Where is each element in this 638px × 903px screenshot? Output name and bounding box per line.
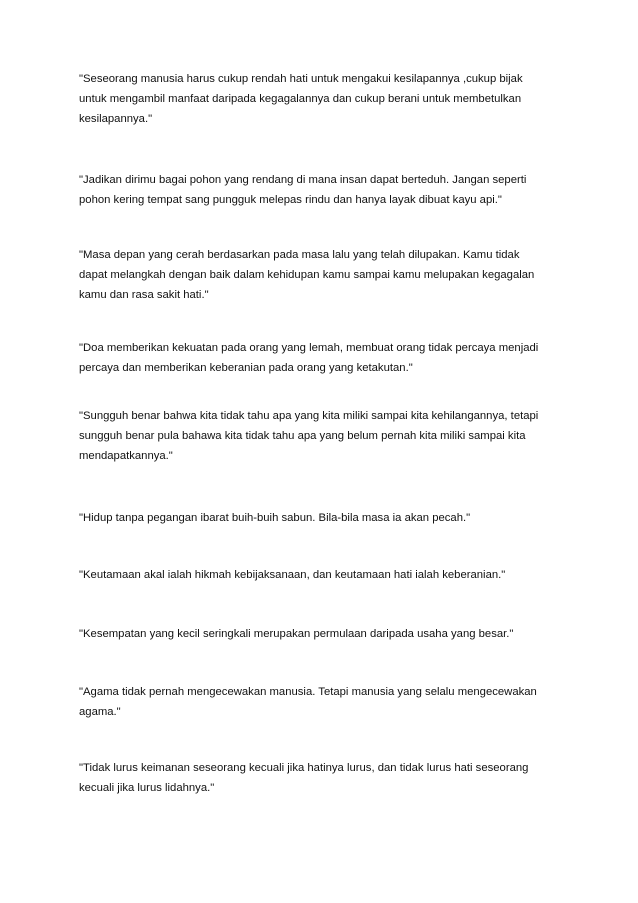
quote-line: "Kesempatan yang kecil seringkali merupakan permulaan daripada usaha yang besar." (79, 628, 514, 640)
quote-line: "Jadikan dirimu bagai pohon yang rendang di mana insan dapat berteduh. Jangan seperti (79, 174, 527, 186)
quote-line: dapat melangkah dengan baik dalam kehidupan kamu sampai kamu melupakan kegagalan (79, 269, 535, 281)
quote-3 (79, 245, 561, 305)
quote-7 (79, 565, 561, 585)
quote-line: kecuali jika lurus lidahnya." (79, 782, 215, 794)
quote-10 (79, 758, 561, 798)
quote-6 (79, 508, 561, 528)
quote-line: mendapatkannya." (79, 450, 173, 462)
quote-8 (79, 624, 561, 644)
quote-2 (79, 170, 561, 210)
quote-9 (79, 682, 561, 722)
quote-line: sungguh benar pula bahawa kita tidak tahu apa yang belum pernah kita miliki sampai kita (79, 430, 526, 442)
quote-line: "Keutamaan akal ialah hikmah kebijaksanaan, dan keutamaan hati ialah keberanian." (79, 569, 506, 581)
quote-4 (79, 338, 561, 378)
quote-line: "Hidup tanpa pegangan ibarat buih-buih sabun. Bila-bila masa ia akan pecah." (79, 512, 471, 524)
quote-line: "Agama tidak pernah mengecewakan manusia. Tetapi manusia yang selalu mengecewakan (79, 686, 537, 698)
quote-line: agama." (79, 706, 121, 718)
quote-line: kesilapannya." (79, 113, 153, 125)
quote-line: kamu dan rasa sakit hati." (79, 289, 209, 301)
quote-line: percaya dan memberikan keberanian pada orang yang ketakutan." (79, 362, 413, 374)
quote-line: "Doa memberikan kekuatan pada orang yang lemah, membuat orang tidak percaya menjadi (79, 342, 539, 354)
quote-line: "Sungguh benar bahwa kita tidak tahu apa yang kita miliki sampai kita kehilangannya, tetapi (79, 410, 539, 422)
quote-5 (79, 406, 561, 466)
quote-line: untuk mengambil manfaat daripada kegagalannya dan cukup berani untuk membetulkan (79, 93, 522, 105)
quote-1 (79, 69, 561, 129)
quote-line: "Tidak lurus keimanan seseorang kecuali jika hatinya lurus, dan tidak lurus hati seseorang (79, 762, 529, 774)
quote-line: "Masa depan yang cerah berdasarkan pada masa lalu yang telah dilupakan. Kamu tidak (79, 249, 520, 261)
quote-line: "Seseorang manusia harus cukup rendah hati untuk mengakui kesilapannya ,cukup bijak (79, 73, 523, 85)
quote-line: pohon kering tempat sang pungguk melepas rindu dan hanya layak dibuat kayu api." (79, 194, 502, 206)
